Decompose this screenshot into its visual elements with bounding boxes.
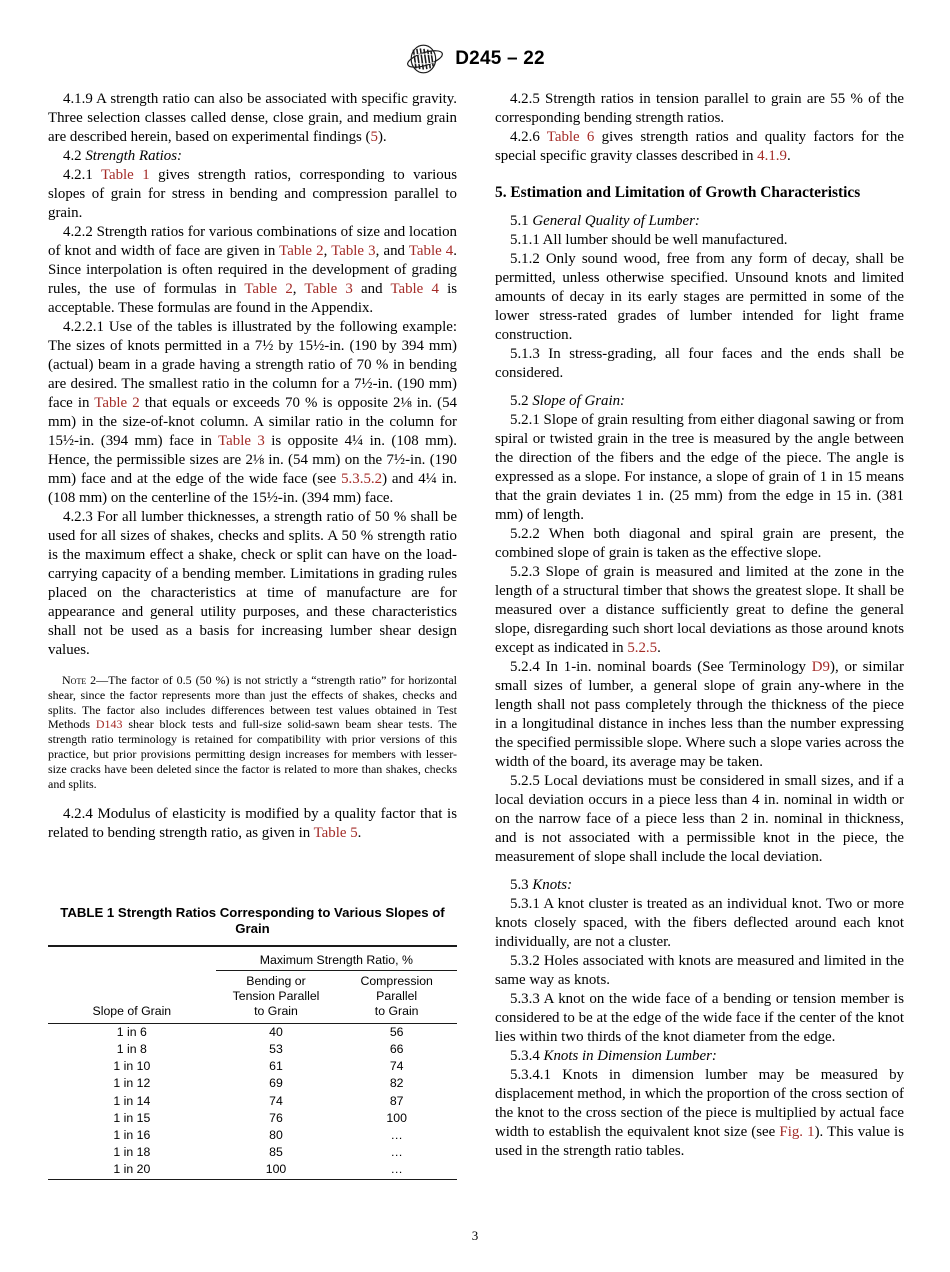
cell-slope: 1 in 20	[113, 1162, 151, 1177]
cell-slope: 1 in 12	[113, 1076, 151, 1091]
section-number: 5.3	[510, 877, 533, 894]
paragraph-5-3-4-1	[495, 1066, 904, 1161]
paragraph-5-2-3	[495, 563, 904, 658]
section-number: 4.2.1	[63, 167, 101, 183]
paragraph-5-1-3: 5.1.3 In stress-grading, all four faces and the ends shall be considered.	[495, 346, 904, 382]
para-text: 5.2.4 In 1-in. nominal boards (See Terminology	[510, 659, 812, 676]
paragraph-5-1-2: 5.1.2 Only sound wood, free from any form of decay, shall be permitted, unless otherwise specified. Unsound knots and limited amounts of decay in its early stages are permitted in some of the lower stress-rated grades of lumber intended for light frame construction.	[495, 251, 904, 344]
section-number: 5.1	[510, 213, 533, 230]
spacer	[495, 166, 904, 183]
para-text: 4.1.9 A strength ratio can also be associated with specific gravity. Three selection classes called dense, close grain, and medium grain are described herein, based on experimental findings (	[48, 91, 457, 145]
document-designation: D245 – 22	[455, 48, 545, 69]
paragraph-5-1-1: 5.1.1 All lumber should be well manufactured.	[510, 232, 788, 249]
cell-bending: 69	[269, 1076, 283, 1091]
header-line: Bending or	[246, 974, 306, 989]
paragraph-5-2-4	[495, 658, 904, 772]
cell-slope: 1 in 8	[116, 1042, 147, 1057]
spacer	[48, 660, 457, 673]
table-ref-2c[interactable]: Table 2	[94, 395, 140, 411]
para-text: .	[657, 640, 661, 657]
cell-bending: 85	[269, 1145, 283, 1160]
column-header-slope: Slope of Grain	[92, 1004, 172, 1019]
right-column	[495, 90, 904, 1183]
cell-bending: 100	[265, 1162, 287, 1177]
section-title: Knots in Dimension Lumber:	[543, 1048, 717, 1065]
header-line: Tension Parallel	[232, 989, 320, 1004]
astm-logo-icon	[405, 44, 445, 74]
table-ref-3[interactable]: Table 3	[331, 243, 376, 259]
cell-bending: 76	[269, 1110, 283, 1125]
table-ref-2[interactable]: Table 2	[279, 243, 324, 259]
table-row	[48, 1041, 457, 1058]
cell-bending: 61	[269, 1059, 283, 1074]
note-2	[48, 673, 457, 792]
heading-5-1	[495, 212, 904, 231]
para-text: ,	[323, 243, 332, 259]
cell-bending: 53	[269, 1042, 283, 1057]
table-ref-2b[interactable]: Table 2	[244, 281, 293, 297]
cell-compression: …	[390, 1145, 403, 1160]
column-header-compression	[336, 971, 457, 1024]
para-text: and	[352, 281, 391, 297]
note-text: 2—The factor of 0.5 (50 %) is not strictly a “strength ratio” for horizontal shear, since the factor represents more than just the effects of shakes, checks and splits. The factor also includes differences between test values obtained in Test Methods	[48, 673, 457, 732]
left-column	[48, 90, 457, 1183]
page-number: 3	[471, 1228, 479, 1243]
paragraph-5-3-2: 5.3.2 Holes associated with knots are measured and limited in the same way as knots.	[495, 953, 904, 989]
standard-ref-d9[interactable]: D9	[811, 659, 830, 676]
section-number: 4.2.6	[510, 129, 547, 145]
paragraph-4-2-4	[48, 805, 457, 843]
table-row	[48, 1059, 457, 1076]
para-text: ) and 4¼ in. (108 mm) on the centerline of the 15½-in. (394 mm) face.	[48, 471, 457, 506]
paragraph-5-2-2: 5.2.2 When both diagonal and spiral grain are present, the combined slope of grain is taken as the effective slope.	[495, 526, 904, 562]
table-row	[48, 1093, 457, 1110]
table-header-span: Maximum Strength Ratio, %	[216, 950, 457, 971]
heading-4-2	[48, 147, 457, 166]
table-ref-1[interactable]: Table 1	[100, 167, 150, 183]
heading-5-3-4	[495, 1047, 904, 1066]
table-header-span-row	[48, 950, 457, 971]
para-text: is opposite 4¼ in. (108 mm). Hence, the permissible sizes are 2⅛ in. (54 mm) on the 7½-in. (190 mm) face and at the edge of the wide face (see	[48, 433, 457, 487]
para-text: 4.2.4 Modulus of elasticity is modified by a quality factor that is related to bending strength ratio, as given in	[48, 805, 457, 841]
table-ref-4[interactable]: Table 4	[408, 243, 454, 259]
table-row	[48, 1076, 457, 1093]
section-ref-5-3-5-2[interactable]: 5.3.5.2	[341, 471, 383, 487]
section-5-heading: 5. Estimation and Limitation of Growth Characteristics	[495, 184, 861, 201]
section-number: 5.2	[510, 393, 533, 410]
table-ref-3c[interactable]: Table 3	[218, 433, 265, 449]
table-row	[48, 1024, 457, 1042]
para-text: 4.2.2.1 Use of the tables is illustrated by the following example: The sizes of knots permitted in a 7½ by 15½-in. (190 by 394 mm) (actual) beam in a grade having a strength ratio of 70 % in bending are desired. The smallest ratio in the column for a 7½-in. (190 mm) face in	[48, 319, 457, 411]
para-text: 4.2.2 Strength ratios for various combinations of size and location of knot and width of face are given in	[48, 224, 457, 259]
spacer	[495, 383, 904, 392]
cell-bending: 74	[269, 1093, 283, 1108]
section-title: General Quality of Lumber:	[532, 213, 700, 230]
paragraph-4-2-2-1	[48, 318, 457, 508]
table-rule-bottom	[48, 1179, 457, 1183]
standard-ref-d143[interactable]: D143	[95, 717, 123, 732]
cell-slope: 1 in 15	[113, 1110, 151, 1125]
spacer	[48, 792, 457, 805]
heading-5-2	[495, 392, 904, 411]
table-row	[48, 1144, 457, 1161]
note-label: Note	[62, 673, 87, 687]
para-text: ). This value is used in the strength ratio tables.	[495, 1124, 904, 1160]
para-text: gives strength ratios and quality factors for the special specific gravity classes described in	[495, 129, 904, 164]
section-number: 5.3.4	[510, 1048, 544, 1065]
para-text: ), or similar small sizes of lumber, a general slope of grain any-where in the length shall not pass completely through the thickness of the piece in a longitudinal distance in inches less than the number expressing the specified permissible slope. Where such a slope varies across the width of the board, its average may be taken.	[495, 659, 904, 771]
para-text: gives strength ratios, corresponding to various slopes of grain for stress in bending and compression parallel to grain.	[48, 167, 457, 221]
para-text: , and	[375, 243, 409, 259]
cell-slope: 1 in 16	[113, 1127, 151, 1142]
cell-compression: …	[390, 1127, 403, 1142]
section-title: Slope of Grain:	[532, 393, 625, 410]
table-ref-6[interactable]: Table 6	[546, 129, 595, 145]
para-text: . Since interpolation is often required in the development of grading rules, the use of formulas in	[48, 243, 457, 297]
para-text: that equals or exceeds 70 % is opposite 2⅛ in. (54 mm) in the size-of-knot column. A similar ratio in the column for 15½-in. (394 mm) face in	[48, 395, 457, 449]
paragraph-5-2-5: 5.2.5 Local deviations must be considered in small sizes, and if a local deviation occurs in a piece less than 4 in. nominal in width or on the narrow face of a piece less than 2 in. nominal in thickness, and is not associated with a permissible knot in the piece, the measurement of slope shall include the local deviation.	[495, 773, 904, 866]
spacer	[495, 203, 904, 212]
paragraph-4-2-3: 4.2.3 For all lumber thicknesses, a strength ratio of 50 % shall be used for all sizes of shakes, checks and splits. A 50 % strength ratio is the maximum effect a shake, check or split can have on the load-carrying capacity of a bending member. Limitations in grading rules placed on the characteristics at time of manufacture are for appearance and general utility purposes, and these characteristics shall not be used as a basis for increasing lumber shear design values.	[48, 509, 457, 658]
paragraph-5-2-1: 5.2.1 Slope of grain resulting from either diagonal sawing or from spiral or twisted grain in the tree is measured by the angle between the direction of the fibers and the edge of the piece. The angle is expressed as a slope. For instance, a slope of grain of 1 in 15 means that the grain deviates 1 in. (25 mm) from the edge in 15 in. (381 mm) of length.	[495, 412, 904, 524]
figure-ref-1[interactable]: Fig. 1	[779, 1124, 815, 1141]
para-text: 5.3.4.1 Knots in dimension lumber may be measured by displacement method, in which the proportion of the cross section of the knot to the cross section of the piece is multiplied by actual face width to establish the equivalent knot size (see	[495, 1067, 904, 1141]
table-ref-4b[interactable]: Table 4	[390, 281, 439, 297]
paragraph-4-2-1	[48, 166, 457, 223]
cell-compression: …	[390, 1162, 403, 1177]
cell-slope: 1 in 10	[113, 1059, 151, 1074]
section-title: Knots:	[532, 877, 573, 894]
column-header-bending	[216, 971, 337, 1024]
cell-slope: 1 in 6	[116, 1024, 147, 1039]
cell-compression: 100	[386, 1110, 407, 1125]
table-1	[48, 945, 457, 1183]
header-line: to Grain	[254, 1004, 298, 1019]
para-text: is acceptable. These formulas are found in the Appendix.	[48, 281, 457, 316]
note-text-tail: shear block tests and full-size solid-sawn beam shear tests. The strength ratio terminology is retained for compatibility with prior versions of this practice, but prior provisions permitting design increases for members with lesser-size cracks have been deleted since the factor is related to more than shakes, checks and splits.	[48, 717, 458, 791]
para-text: .	[786, 148, 791, 164]
table-1-title: TABLE 1 Strength Ratios Corresponding to Various Slopes of Grain	[60, 904, 445, 937]
cell-slope: 1 in 14	[113, 1093, 151, 1108]
table-header-row	[48, 971, 457, 1024]
table-row	[48, 1162, 457, 1180]
table-ref-5[interactable]: Table 5	[313, 824, 358, 841]
para-text: .	[357, 824, 362, 841]
section-title: Strength Ratios:	[85, 148, 182, 164]
paragraph-4-2-5: 4.2.5 Strength ratios in tension parallel to grain are 55 % of the corresponding bending strength ratios.	[495, 91, 904, 126]
spacer	[495, 867, 904, 876]
cell-bending: 80	[269, 1127, 283, 1142]
cell-bending: 40	[269, 1024, 283, 1039]
section-number: 4.2	[63, 148, 86, 164]
cell-compression: 82	[389, 1076, 404, 1091]
paragraph-4-2-2	[48, 223, 457, 318]
paragraph-4-2-6	[495, 128, 904, 166]
table-1-container	[48, 905, 457, 1183]
para-text: 5.2.3 Slope of grain is measured and limited at the zone in the length of a structural timber that shows the greatest slope. It shall be measured over a distance sufficiently great to define the general slope, disregarding such short local deviations as those around knots except as indicated in	[495, 564, 904, 657]
two-column-body	[48, 90, 904, 1183]
cell-compression: 56	[389, 1024, 404, 1039]
header-line: Compression	[360, 974, 433, 989]
paragraph-4-1-9	[48, 90, 457, 147]
paragraph-5-3-3: 5.3.3 A knot on the wide face of a bending or tension member is considered to be at the edge of the wide face if the center of the knot lies within two thirds of the knot diameter from the edge.	[495, 991, 904, 1046]
table-ref-3b[interactable]: Table 3	[304, 281, 353, 297]
paragraph-5-3-1: 5.3.1 A knot cluster is treated as an individual knot. Two or more knots closely spaced, with the fibers deflected around each knot individually, are not a cluster.	[495, 896, 904, 951]
bibliography-ref-5[interactable]: 5	[370, 129, 378, 145]
table-row	[48, 1110, 457, 1127]
table-row	[48, 1127, 457, 1144]
header-line: to Grain	[374, 1004, 419, 1019]
header-line: Parallel	[376, 989, 418, 1004]
heading-5-3	[495, 876, 904, 895]
page-header	[0, 44, 950, 74]
section-ref-5-2-5[interactable]: 5.2.5	[627, 640, 658, 657]
cell-compression: 87	[389, 1093, 404, 1108]
cell-compression: 66	[389, 1042, 404, 1057]
cell-slope: 1 in 18	[113, 1145, 151, 1160]
spacer	[48, 843, 457, 905]
section-ref-4-1-9[interactable]: 4.1.9	[757, 148, 787, 164]
para-text-tail: ).	[377, 129, 387, 145]
para-text: ,	[292, 281, 305, 297]
cell-compression: 74	[389, 1059, 404, 1074]
